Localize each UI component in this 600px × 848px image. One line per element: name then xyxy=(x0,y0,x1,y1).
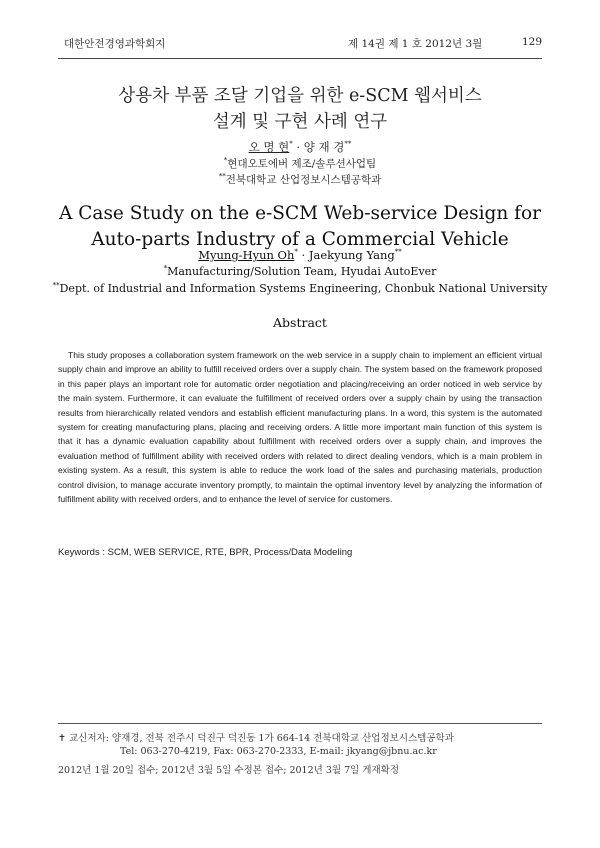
english-aff1-mark: * xyxy=(163,264,168,273)
english-author1-mark: * xyxy=(294,248,298,257)
journal-name: 대한안전경영과학회지 xyxy=(64,38,166,50)
english-title-line2: Auto-parts Industry of a Commercial Vehicle xyxy=(91,229,509,250)
korean-author2-mark: ** xyxy=(344,140,352,149)
running-header xyxy=(58,36,542,54)
korean-author-sep: · xyxy=(292,140,304,154)
korean-affiliation2: **전북대학교 산업정보시스템공학과 xyxy=(218,172,382,186)
footnote-line3: 2012년 1월 20일 접수; 2012년 3월 5일 수정본 접수; 2012년 3월 7일 게재확정 xyxy=(58,765,400,776)
english-affiliation2: **Dept. of Industrial and Information Systems Engineering, Chonbuk National University xyxy=(52,281,548,295)
english-aff2-mark: ** xyxy=(52,281,60,290)
korean-aff1-mark: * xyxy=(223,156,228,165)
footnote-mark: ✝ xyxy=(58,733,66,744)
korean-title-line2: 설계 및 구현 사례 연구 xyxy=(212,112,388,132)
footnote-line2: Tel: 063-270-4219, Fax: 063-270-2333, E-mail: jkyang@jbnu.ac.kr xyxy=(120,746,437,757)
english-authors xyxy=(0,248,600,262)
english-author-sep: · xyxy=(297,248,309,262)
keywords xyxy=(58,547,542,558)
abstract-body: This study proposes a collaboration system framework on the web service in a supply chain to implement an efficient virtual supply chain and improve an ability to fulfill received orders over a supply chain. The system based on the framework proposed in this paper plays an important role for automatic order negotiation and placing/receiving an order noticed in web service by the main system. Furthermore, it can evaluate the fulfillment of received orders over a supply chain by using the transaction results from hierarchically related vendors and establish efficient manufacturing plans. In a word, this system is the automated system for creating manufacturing plans, placing and receiving orders. A little more important main function of this system is that it has a dynamic evaluation capability about fulfillment with received orders over a supply chain, and improves the evaluation method of fulfillment ability with received orders with related to direct dealing vendors, which is a main problem in existing system. As a result, this system is able to reduce the work load of the sales and purchasing materials, production control division, to manage accurate inventory promptly, to maintain the optimal inventory level by analyzing the information of fulfillment ability with received orders, and to enhance the level of service for customers. xyxy=(58,350,542,505)
footnote-line1: ✝ 교신저자: 양재경, 전북 전주시 덕진구 덕진동 1가 664-14 전북대학교 산업정보시스템공학과 xyxy=(58,733,454,744)
footnote-rule xyxy=(58,723,542,724)
korean-author2: 양 재 경 xyxy=(303,140,345,154)
english-author2-mark: ** xyxy=(394,248,402,257)
header-rule xyxy=(58,58,542,59)
keywords-list: SCM, WEB SERVICE, RTE, BPR, Process/Data Modeling xyxy=(107,547,353,558)
issue-info: 제 14권 제 1 호 2012년 3월 xyxy=(348,38,483,50)
korean-author1-mark: * xyxy=(289,140,293,149)
english-title-line1: A Case Study on the e-SCM Web-service Design for xyxy=(59,203,541,224)
korean-title-line1: 상용차 부품 조달 기업을 위한 e-SCM 웹서비스 xyxy=(118,86,482,106)
keywords-label: Keywords : xyxy=(58,547,108,558)
english-affiliation1: *Manufacturing/Solution Team, Hyudai AutoEver xyxy=(163,264,437,278)
korean-aff2-mark: ** xyxy=(218,172,226,181)
abstract-heading: Abstract xyxy=(273,315,327,330)
korean-author1: 오 명 현 xyxy=(248,140,290,154)
korean-authors xyxy=(0,139,600,155)
korean-affiliation1: *현대오토에버 제조/솔루션사업팀 xyxy=(223,156,377,170)
english-author2: Jaekyung Yang xyxy=(308,248,395,262)
page-number: 129 xyxy=(521,36,542,48)
english-author1: Myung-Hyun Oh xyxy=(198,248,295,262)
